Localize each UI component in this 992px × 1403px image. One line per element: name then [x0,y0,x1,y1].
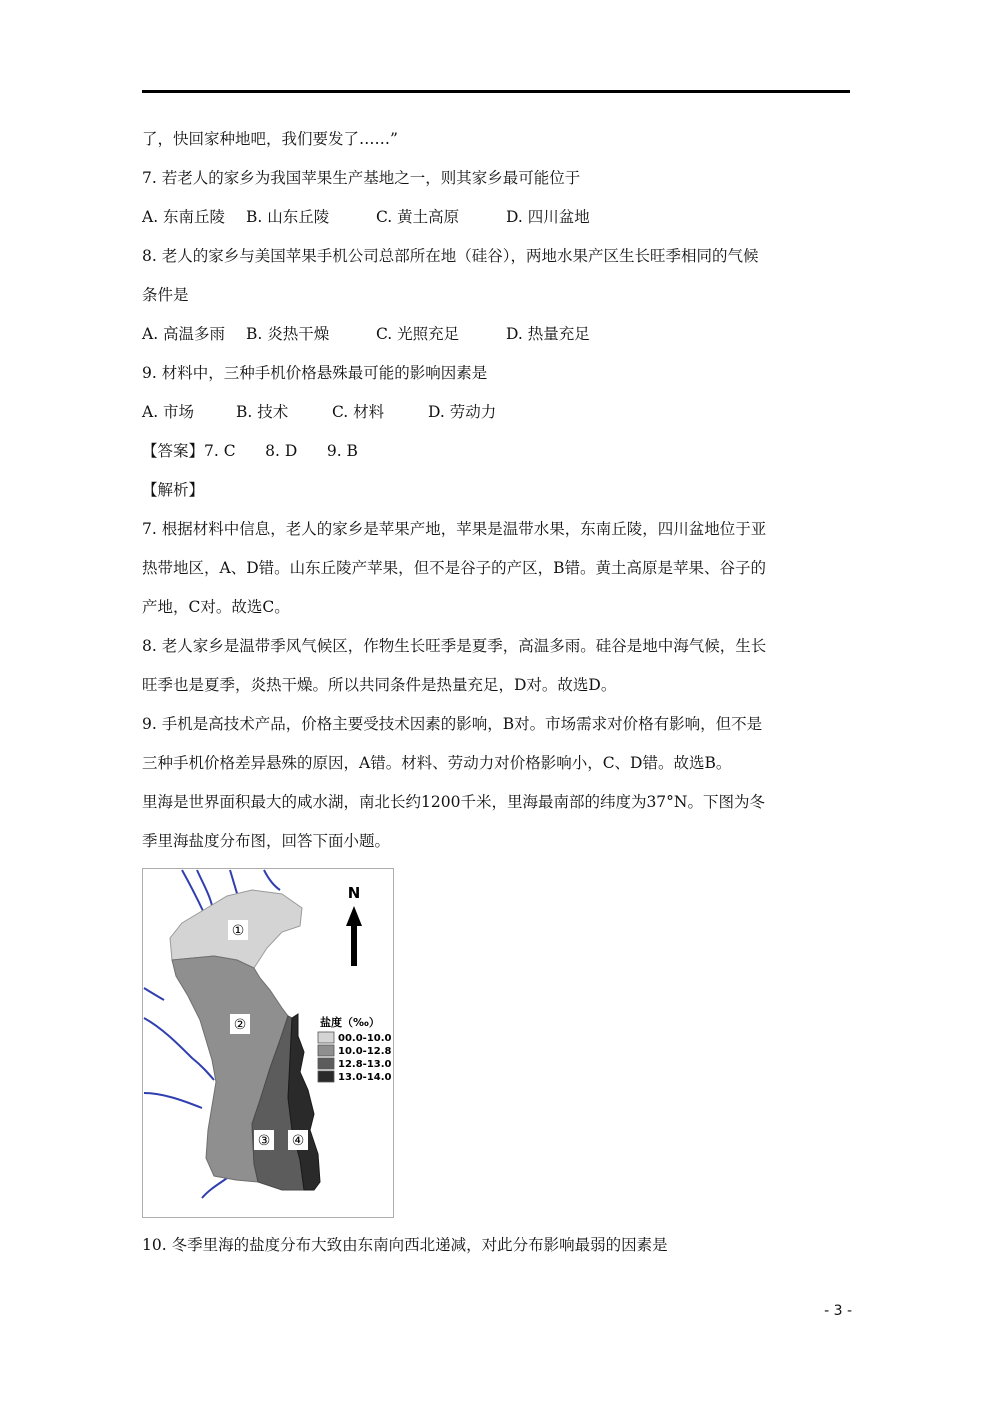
option-d: D. 热量充足 [506,325,590,343]
analysis-8: 8. 老人家乡是温带季风气候区，作物生长旺季是夏季，高温多雨。硅谷是地中海气候，生长 [142,637,767,655]
text-line: 产地，C对。故选C。 [142,598,290,616]
option-b: B. 炎热干燥 [246,325,330,343]
legend-swatch-1 [318,1032,334,1043]
option-d: D. 劳动力 [428,403,497,421]
text-line: 旺季也是夏季，炎热干燥。所以共同条件是热量充足，D对。故选D。 [142,676,617,694]
zone-label-1: ① [231,923,245,939]
analysis-heading: 【解析】 [142,481,205,499]
caspian-salinity-map [142,868,394,1218]
legend-range-2: 10.0-12.8 [338,1046,392,1057]
page-number: - 3 - [824,1303,852,1319]
zone-label-2: ② [233,1017,247,1033]
text-line: 条件是 [142,286,189,304]
option-c: C. 材料 [332,403,385,421]
text-line: 三种手机价格差异悬殊的原因，A错。材料、劳动力对价格影响小，C、D错。故选B。 [142,754,732,772]
zone-label-4: ④ [291,1133,305,1149]
legend-swatch-2 [318,1045,334,1056]
legend-swatch-3 [318,1058,334,1069]
legend-swatch-4 [318,1071,334,1082]
option-a: A. 东南丘陵 [142,208,226,226]
text-line: 了，快回家种地吧，我们要发了……” [142,130,398,148]
options-q8 [142,315,852,354]
material-intro: 里海是世界面积最大的咸水湖，南北长约1200千米，里海最南部的纬度为37°N。下图为冬 [142,793,765,811]
legend-title: 盐度（‰） [320,1016,380,1029]
page-content [142,120,852,861]
question-9: 9. 材料中，三种手机价格悬殊最可能的影响因素是 [142,364,488,382]
legend-range-1: 00.0-10.0 [338,1033,392,1044]
options-q7 [142,198,852,237]
options-q9 [142,393,852,432]
analysis-9: 9. 手机是高技术产品，价格主要受技术因素的影响，B对。市场需求对价格有影响，但不是 [142,715,763,733]
option-d: D. 四川盆地 [506,208,590,226]
text-line: 热带地区，A、D错。山东丘陵产苹果，但不是谷子的产区，B错。黄土高原是苹果、谷子的 [142,559,767,577]
option-a: A. 高温多雨 [142,325,226,343]
legend-range-4: 13.0-14.0 [338,1072,392,1083]
zone-label-3: ③ [257,1133,271,1149]
legend-range-3: 12.8-13.0 [338,1059,392,1070]
header-rule [142,90,850,93]
question-7: 7. 若老人的家乡为我国苹果生产基地之一，则其家乡最可能位于 [142,169,581,187]
north-label: N [347,884,361,902]
option-c: C. 光照充足 [376,325,460,343]
answer-line: 【答案】7. C 8. D 9. B [142,442,358,460]
text-line: 季里海盐度分布图，回答下面小题。 [142,832,391,850]
option-b: B. 山东丘陵 [246,208,330,226]
question-10: 10. 冬季里海的盐度分布大致由东南向西北递减，对此分布影响最弱的因素是 [142,1236,668,1254]
option-b: B. 技术 [236,403,289,421]
option-a: A. 市场 [142,403,195,421]
analysis-7: 7. 根据材料中信息，老人的家乡是苹果产地，苹果是温带水果，东南丘陵，四川盆地位于亚 [142,520,767,538]
question-8: 8. 老人的家乡与美国苹果手机公司总部所在地（硅谷），两地水果产区生长旺季相同的气候 [142,247,759,265]
option-c: C. 黄土高原 [376,208,460,226]
